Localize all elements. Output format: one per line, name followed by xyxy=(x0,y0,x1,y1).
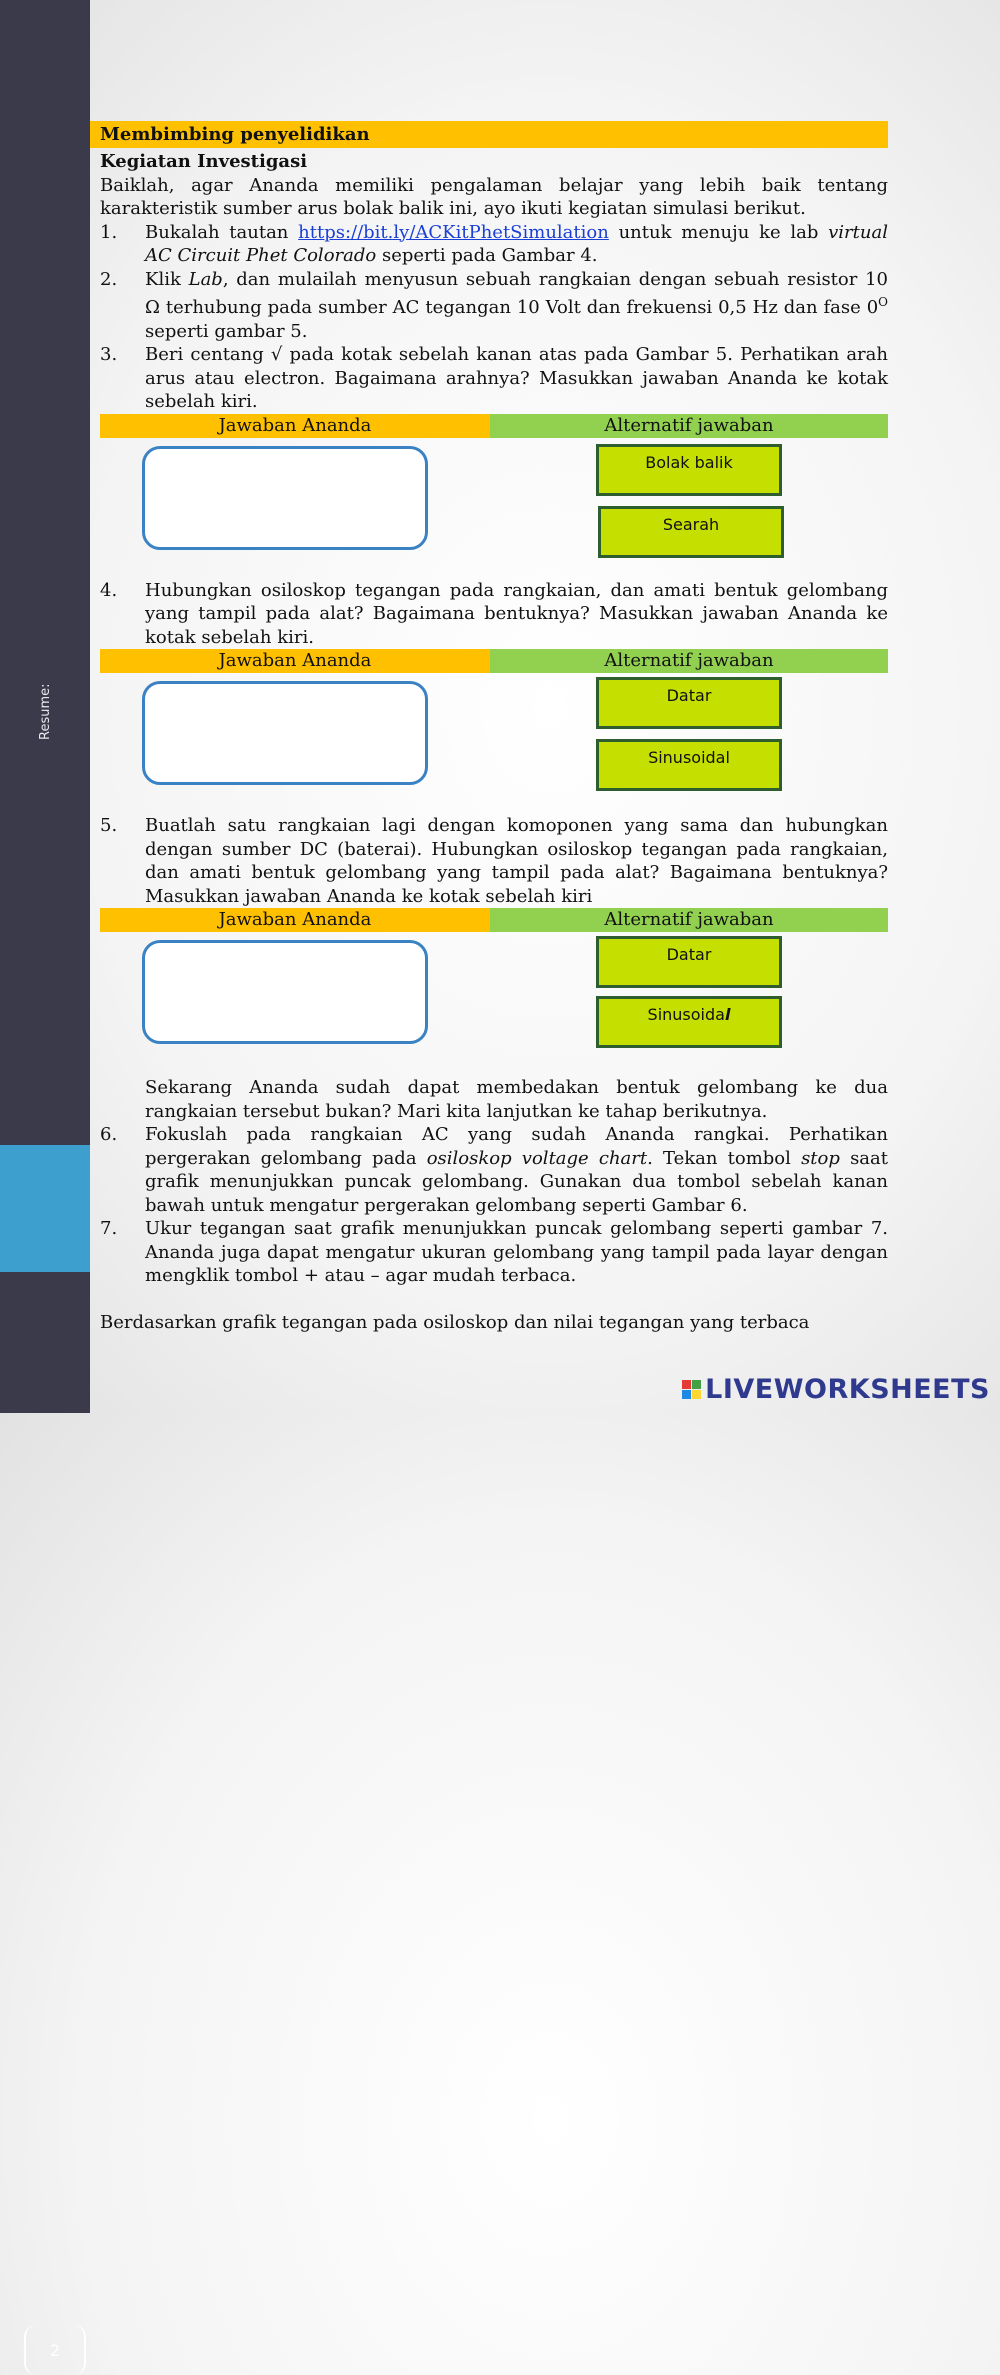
step-5 xyxy=(100,814,888,908)
step-2 xyxy=(100,268,888,344)
step-number: 1. xyxy=(100,221,118,243)
choice-button[interactable]: Datar xyxy=(596,936,782,988)
logo-mark-icon xyxy=(682,1380,701,1399)
choice-button[interactable] xyxy=(596,996,782,1048)
step-text: Hubungkan osiloskop tegangan pada rangkaian, dan amati bentuk gelombang yang tampil pada alat? Bagaimana bentuknya? Masukkan jawaban Ananda ke kotak sebelah kiri. xyxy=(145,579,888,648)
answer-area-q4 xyxy=(100,673,888,814)
answer-area-q3 xyxy=(100,438,888,579)
text-part: Klik xyxy=(145,268,189,290)
italic-text: Lab xyxy=(188,268,223,290)
answer-header xyxy=(100,414,888,438)
page-number: 2 xyxy=(24,2325,86,2375)
answer-area-q5 xyxy=(100,932,888,1076)
text-part: seperti pada Gambar 4. xyxy=(376,245,598,266)
choice-button[interactable]: Searah xyxy=(598,506,784,558)
intro-paragraph: Baiklah, agar Ananda memiliki pengalaman belajar yang lebih baik tentang karakteristik sumber arus bolak balik ini, ayo ikuti kegiatan simulasi berikut. xyxy=(100,174,888,219)
step-4 xyxy=(100,579,888,650)
step-number: 2. xyxy=(100,268,118,290)
step-text xyxy=(145,268,888,344)
answer-drop-box[interactable] xyxy=(142,940,428,1044)
step-text xyxy=(145,221,888,268)
step-number: 7. xyxy=(100,1218,118,1239)
answer-header-right: Alternatif jawaban xyxy=(490,414,888,438)
choice-button[interactable]: Sinusoidal xyxy=(596,739,782,791)
worksheet-content xyxy=(100,121,888,1334)
answer-drop-box[interactable] xyxy=(142,446,428,550)
choice-button[interactable]: Datar xyxy=(596,677,782,729)
subtitle: Kegiatan Investigasi xyxy=(100,151,308,172)
step-number: 3. xyxy=(100,344,118,365)
step-1 xyxy=(100,221,888,268)
step-text: Beri centang √ pada kotak sebelah kanan atas pada Gambar 5. Perhatikan arah arus atau electron. Bagaimana arahnya? Masukkan jawaban Ananda ke kotak sebelah kiri. xyxy=(145,344,888,412)
logo-text: LIVEWORKSHEETS xyxy=(705,1374,990,1405)
text-part: saat grafik menunjukkan puncak gelombang. Gunakan dua tombol sebelah kanan bawah untuk mengatur pergerakan gelombang seperti Gambar 6. xyxy=(145,1147,888,1216)
step-7 xyxy=(100,1217,888,1288)
answer-header-left: Jawaban Ananda xyxy=(100,414,490,438)
liveworksheets-logo xyxy=(682,1374,990,1405)
answer-drop-box[interactable] xyxy=(142,681,428,785)
step-6 xyxy=(100,1123,888,1217)
choice-button[interactable]: Bolak balik xyxy=(596,444,782,496)
answer-header xyxy=(100,908,888,932)
transition-paragraph: Sekarang Ananda sudah dapat membedakan bentuk gelombang ke dua rangkaian tersebut bukan? Mari kita lanjutkan ke tahap berikutnya. xyxy=(145,1077,888,1122)
italic-text: stop xyxy=(801,1147,840,1169)
step-number: 5. xyxy=(100,815,118,836)
answer-header xyxy=(100,649,888,673)
italic-text: osiloskop voltage chart xyxy=(426,1147,648,1169)
answer-header-left: Jawaban Ananda xyxy=(100,908,490,932)
choice-label: Sinusoida xyxy=(647,1005,725,1025)
text-part: Bukalah tautan xyxy=(145,221,299,243)
step-3 xyxy=(100,343,888,414)
text-part: Fokuslah pada rangkaian AC yang sudah Ananda rangkai. Perhatikan pergerakan gelombang pada xyxy=(145,1124,888,1169)
section-title: Membimbing penyelidikan xyxy=(90,121,888,148)
step-text: Ukur tegangan saat grafik menunjukkan puncak gelombang seperti gambar 7. Ananda juga dapat mengatur ukuran gelombang yang tampil pada layar dengan mengklik tombol + atau – agar mudah terbaca. xyxy=(145,1218,888,1286)
page-tab xyxy=(0,1145,90,2360)
closing-paragraph: Berdasarkan grafik tegangan pada osiloskop dan nilai tegangan yang terbaca xyxy=(100,1311,810,1333)
step-number: 6. xyxy=(100,1124,118,1145)
text-part: . Tekan tombol xyxy=(647,1147,802,1169)
text-part: untuk menuju ke lab xyxy=(608,221,829,243)
step-number: 4. xyxy=(100,579,118,601)
answer-header-left: Jawaban Ananda xyxy=(100,649,490,673)
worksheet-page xyxy=(90,0,1000,1413)
text-part: , dan mulailah menyusun sebuah rangkaian dengan sebuah resistor 10 Ω terhubung pada sumber AC tegangan 10 Volt dan frekuensi 0,5 Hz dan fase 0 xyxy=(145,268,889,318)
text-part: seperti gambar 5. xyxy=(145,320,308,342)
step-text xyxy=(145,1123,888,1217)
answer-header-right: Alternatif jawaban xyxy=(490,649,888,673)
phet-link[interactable]: https://bit.ly/ACKitPhetSimulation xyxy=(298,221,609,243)
step-text: Buatlah satu rangkaian lagi dengan komoponen yang sama dan hubungkan dengan sumber DC (baterai). Hubungkan osiloskop tegangan pada rangkaian, dan amati bentuk gelombang yang tampil pada alat? Bagaimana bentuknya? Masukkan jawaban Ananda ke kotak sebelah kiri xyxy=(145,815,888,907)
resume-label: Resume: xyxy=(38,683,53,740)
degree-sup: O xyxy=(878,295,888,309)
answer-header-right: Alternatif jawaban xyxy=(490,908,888,932)
choice-label-italic: l xyxy=(724,1005,731,1025)
italic-text: virtual AC Circuit Phet Colorado xyxy=(145,221,888,266)
